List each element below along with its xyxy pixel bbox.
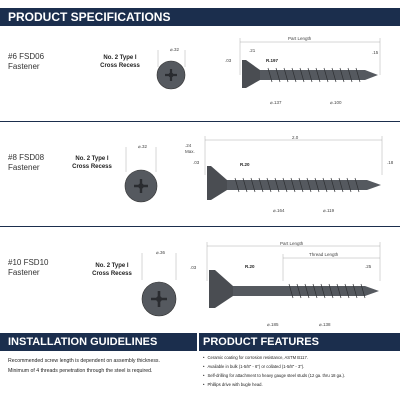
fastener-6-part-length-label: Part Length xyxy=(288,36,312,41)
guideline-line: Recommended screw length is dependent on assembly thickness. xyxy=(8,358,160,364)
fastener-6-head-view xyxy=(148,45,198,90)
fastener-10-name: #10 FSD10 Fastener xyxy=(8,258,49,277)
fastener-8-recess-label: No. 2 Type I Cross Recess xyxy=(72,156,112,170)
fastener-8-radius: R.20 xyxy=(240,162,250,167)
fastener-10-shank-dia: ⌀.185 xyxy=(267,322,279,327)
fastener-8-dim-tip: .18 xyxy=(387,160,394,165)
fastener-8-name: #8 FSD08 Fastener xyxy=(8,153,45,172)
header-divider xyxy=(197,333,199,351)
fastener-6-name: #6 FSD06 Fastener xyxy=(8,52,45,71)
fastener-8-dim-a: .24 xyxy=(185,143,192,148)
fastener-6-side-view xyxy=(200,30,400,120)
installation-guidelines-title: INSTALLATION GUIDELINES xyxy=(8,336,158,348)
fastener-6-head-dia: ⌀.32 xyxy=(170,47,179,52)
fastener-10-dim-tip: .25 xyxy=(365,264,372,269)
product-specifications-header xyxy=(0,8,400,26)
product-features-list xyxy=(203,353,398,389)
section-divider-2 xyxy=(0,226,400,227)
fastener-10-head-view xyxy=(136,248,186,323)
fastener-8-length-value: 2.0 xyxy=(292,135,299,140)
fastener-10-side-view xyxy=(185,236,400,331)
fastener-8-dim-a2: Max. xyxy=(185,149,195,154)
fastener-8-side-view xyxy=(185,130,400,225)
fastener-6-radius: R.197 xyxy=(266,58,279,63)
fastener-6-dim-tip: .15 xyxy=(372,50,379,55)
feature-item: • Ceramic coating for corrosion resistance, ASTM B117. xyxy=(203,353,398,362)
fastener-10-radius: R.20 xyxy=(245,264,255,269)
fastener-8-thread-dia: ⌀.119 xyxy=(323,208,335,213)
fastener-6-dim-a: .21 xyxy=(249,48,256,53)
fastener-10-thread-length-label: Thread Length xyxy=(309,252,339,257)
fastener-10-part-length-label: Part Length xyxy=(280,241,304,246)
fastener-8-dim-b: .03 xyxy=(193,160,200,165)
fastener-8-shank-dia: ⌀.164 xyxy=(273,208,285,213)
fastener-10-recess-label: No. 2 Type I Cross Recess xyxy=(92,263,132,277)
fastener-6-dim-b: .03 xyxy=(225,58,232,63)
fastener-10-head-dia: ⌀.36 xyxy=(156,250,165,255)
section-divider-1 xyxy=(0,121,400,122)
fastener-10-thread-dia: ⌀.138 xyxy=(319,322,331,327)
bottom-section-header xyxy=(0,333,400,351)
feature-item: • Self-drilling for attachment to heavy gauge steel studs (12 ga. thru 18 ga.). xyxy=(203,371,398,380)
guideline-line: Minimum of 4 threads penetration through the steel is required. xyxy=(8,368,153,374)
feature-item: • Available in bulk (1-5/8" - 6") or collated (1-5/8" - 3"). xyxy=(203,362,398,371)
fastener-8-head-dia: ⌀.32 xyxy=(138,144,147,149)
fastener-6-thread-dia: ⌀.100 xyxy=(330,100,342,105)
fastener-6-shank-dia: ⌀.137 xyxy=(270,100,282,105)
header-title: PRODUCT SPECIFICATIONS xyxy=(8,10,171,24)
feature-item: • Phillips drive with bugle head. xyxy=(203,380,398,389)
fastener-6-recess-label: No. 2 Type I Cross Recess xyxy=(100,55,140,69)
installation-guidelines xyxy=(8,356,198,376)
fastener-8-head-view xyxy=(120,142,170,202)
product-features-title: PRODUCT FEATURES xyxy=(203,336,319,348)
fastener-10-dim-b: .03 xyxy=(190,265,197,270)
